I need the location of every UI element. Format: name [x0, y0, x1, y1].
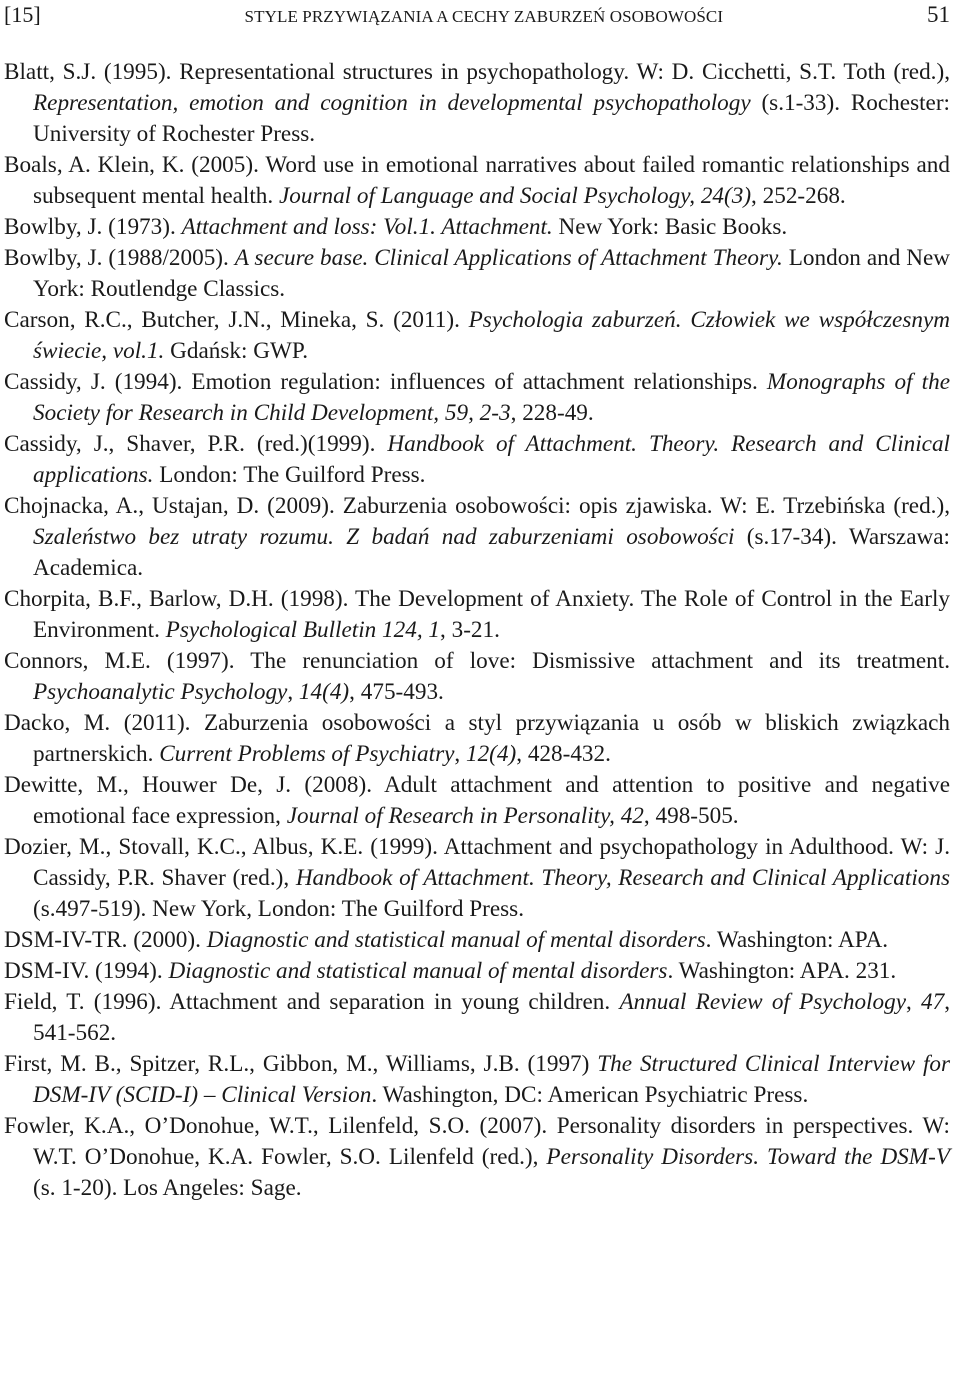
reference-italic-text: Psychologia zaburzeń. Człowiek we współczesnym świecie, vol.1.: [33, 307, 950, 364]
reference-text: DSM-IV. (1994).: [4, 958, 169, 984]
reference-italic-text: Monographs of the Society for Research in Child Development, 59, 2-3: [33, 369, 950, 426]
reference-text: ,: [287, 679, 299, 705]
reference-text: London and New York: Routlendge Classics.: [33, 245, 950, 302]
reference-italic-text: Current Problems of Psychiatry: [159, 741, 455, 767]
reference-italic-text: 12(4): [465, 741, 517, 767]
reference-text: . Washington: APA.: [705, 927, 889, 953]
reference-entry-chorpita: [4, 584, 950, 646]
reference-text: , 498-505.: [643, 803, 739, 829]
reference-text: Fowler, K.A., O’Donohue, W.T., Lilenfeld, S.O. (2007). Personality disorders in perspectives. W: W.T. O’Donohue, K.A. Fowler, S.O. Lilenfeld (red.),: [4, 1113, 950, 1170]
reference-entry-blatt: [4, 57, 950, 150]
reference-text: Carson, R.C., Butcher, J.N., Mineka, S. (2011).: [4, 307, 469, 333]
reference-text: , 3-21.: [440, 617, 500, 643]
reference-italic-text: Diagnostic and statistical manual of mental disorders: [206, 927, 706, 953]
reference-italic-text: Personality Disorders. Toward the DSM-V: [546, 1144, 950, 1170]
reference-italic-text: Annual Review of Psychology: [619, 989, 906, 1015]
reference-entry-cassidy1999: [4, 429, 950, 491]
reference-entry-dozier: [4, 832, 950, 925]
reference-entry-first: [4, 1049, 950, 1111]
reference-entry-field: [4, 987, 950, 1049]
reference-italic-text: 47: [921, 989, 945, 1015]
reference-list: [4, 57, 950, 1204]
reference-text: New York: Basic Books.: [552, 214, 788, 240]
reference-italic-text: Psychoanalytic Psychology: [33, 679, 288, 705]
reference-text: Chojnacka, A., Ustajan, D. (2009). Zaburzenia osobowości: opis zjawiska. W: E. Trzebińska (red.),: [4, 493, 950, 519]
reference-italic-text: Handbook of Attachment. Theory, Research and Clinical Applications: [295, 865, 950, 891]
reference-text: Blatt, S.J. (1995). Representational structures in psychopathology. W: D. Cicchetti, S.T. Toth (red.),: [4, 59, 950, 85]
reference-entry-dsm4tr: [4, 925, 950, 956]
reference-text: Field, T. (1996). Attachment and separation in young children.: [4, 989, 620, 1015]
reference-text: Dacko, M. (2011). Zaburzenia osobowości a styl przywiązania u osób w bliskich związkach partnerskich.: [4, 710, 950, 767]
reference-text: Dozier, M., Stovall, K.C., Albus, K.E. (1999). Attachment and psychopathology in Adulthood. W: J. Cassidy, P.R. Shaver (red.),: [4, 834, 950, 891]
reference-italic-text: Representation, emotion and cognition in developmental psychopathology: [33, 90, 751, 116]
reference-text: ,: [905, 989, 922, 1015]
reference-italic-text: Handbook of Attachment. Theory. Research and Clinical applications.: [33, 431, 951, 488]
reference-entry-cassidy1994: [4, 367, 950, 429]
reference-text: (s.1-33). Rochester: University of Rochester Press.: [33, 90, 950, 147]
reference-text: , 475-493.: [349, 679, 444, 705]
reference-italic-text: Szaleństwo bez utraty rozumu. Z badań nad zaburzeniami osobowości: [33, 524, 735, 550]
reference-entry-dsm4: [4, 956, 950, 987]
reference-text: Gdańsk: GWP.: [164, 338, 308, 364]
reference-entry-carson: [4, 305, 950, 367]
chapter-number: [15]: [4, 2, 41, 27]
reference-entry-bowlby1988: [4, 243, 950, 305]
reference-text: (s.17-34). Warszawa: Academica.: [33, 524, 950, 581]
reference-italic-text: Diagnostic and statistical manual of mental disorders: [168, 958, 668, 984]
reference-entry-fowler: [4, 1111, 950, 1204]
reference-italic-text: A secure base.: [234, 245, 369, 271]
reference-text: . Washington, DC: American Psychiatric Press.: [371, 1082, 809, 1108]
reference-text: Connors, M.E. (1997). The renunciation of love: Dismissive attachment and its treatment.: [4, 648, 950, 674]
reference-text: ,: [454, 741, 466, 767]
reference-text: Chorpita, B.F., Barlow, D.H. (1998). The Development of Anxiety. The Role of Control in the Early Environment.: [4, 586, 950, 643]
reference-italic-text: Attachment and loss: Vol.1. Attachment.: [181, 214, 553, 240]
reference-text: Cassidy, J., Shaver, P.R. (red.)(1999).: [4, 431, 388, 457]
reference-italic-text: Journal of Research in Personality, 42: [286, 803, 644, 829]
reference-italic-text: The Structured Clinical Interview for DSM-IV (SCID-I) – Clinical Version: [33, 1051, 950, 1108]
reference-text: DSM-IV-TR. (2000).: [4, 927, 207, 953]
reference-text: Bowlby, J. (1988/2005).: [4, 245, 235, 271]
page-number: 51: [927, 2, 950, 27]
reference-entry-dewitte: [4, 770, 950, 832]
reference-entry-bowlby1973: [4, 212, 950, 243]
running-title: STYLE PRZYWIĄZANIA A CECHY ZABURZEŃ OSOBOWOŚCI: [244, 7, 724, 26]
reference-italic-text: Psychological Bulletin 124, 1: [165, 617, 441, 643]
reference-italic-text: Clinical Applications of Attachment Theory.: [374, 245, 783, 271]
reference-text: (s. 1-20). Los Angeles: Sage.: [33, 1175, 302, 1201]
reference-text: (s.497-519). New York, London: The Guilford Press.: [33, 896, 524, 922]
reference-entry-connors: [4, 646, 950, 708]
reference-italic-text: Journal of Language and Social Psychology, 24(3): [278, 183, 752, 209]
reference-text: , 252-268.: [751, 183, 846, 209]
reference-italic-text: 14(4): [298, 679, 350, 705]
reference-text: , 541-562.: [33, 989, 950, 1046]
running-head: [4, 2, 950, 32]
reference-entry-dacko: [4, 708, 950, 770]
reference-text: Dewitte, M., Houwer De, J. (2008). Adult attachment and attention to positive and negative emotional face expression,: [4, 772, 950, 829]
reference-entry-boals: [4, 150, 950, 212]
reference-text: First, M. B., Spitzer, R.L., Gibbon, M., Williams, J.B. (1997): [4, 1051, 598, 1077]
reference-text: Bowlby, J. (1973).: [4, 214, 182, 240]
reference-text: , 428-432.: [516, 741, 611, 767]
reference-text: Boals, A. Klein, K. (2005). Word use in emotional narratives about failed romantic relationships and subsequent mental health.: [4, 152, 950, 209]
reference-text: London: The Guilford Press.: [153, 462, 426, 488]
reference-text: . Washington: APA. 231.: [667, 958, 897, 984]
reference-text: Cassidy, J. (1994). Emotion regulation: influences of attachment relationships.: [4, 369, 767, 395]
reference-text: , 228-49.: [510, 400, 594, 426]
reference-entry-chojnacka: [4, 491, 950, 584]
